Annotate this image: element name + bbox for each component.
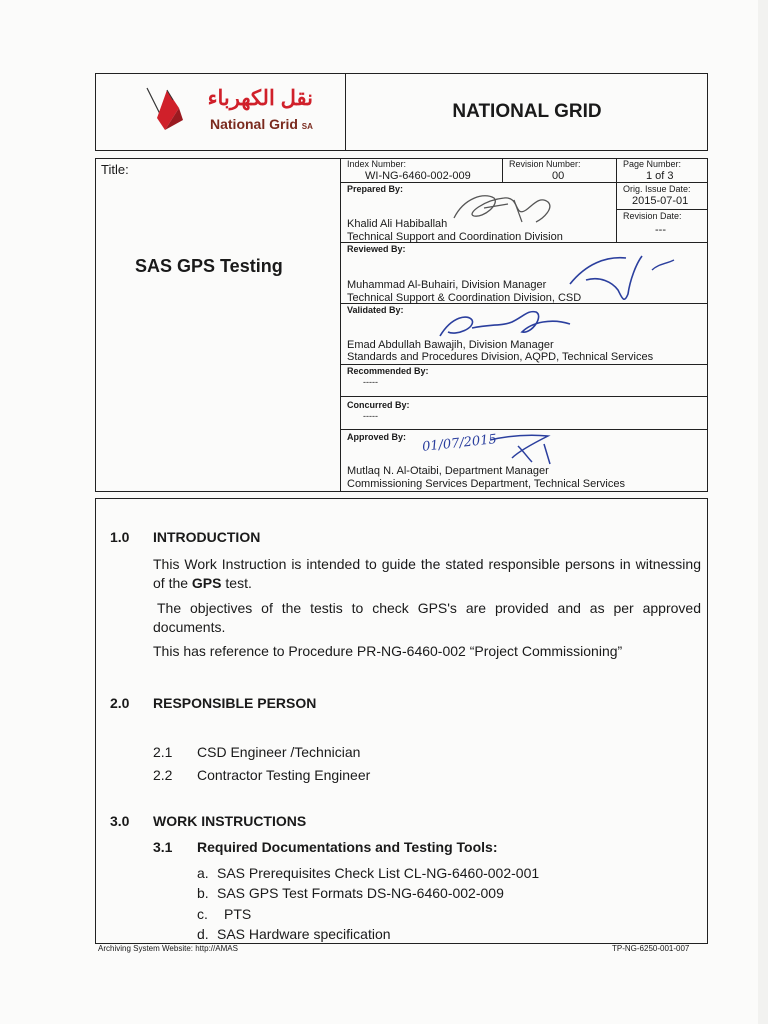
national-grid-logo-icon [143,86,193,138]
approved-by-label: Approved By: [347,432,407,442]
page-number-value: 1 of 3 [646,170,674,182]
approved-signature-icon [488,432,568,466]
revision-date-label: Revision Date: [623,211,682,221]
footer-form-number: TP-NG-6250-001-007 [612,944,690,953]
section-2-number: 2.0 [110,695,130,711]
list-item-text: PTS [224,906,252,922]
orig-issue-date-value: 2015-07-01 [632,195,689,207]
section-3-1-number: 3.1 [153,839,173,855]
approved-by-name: Mutlaq N. Al-Otaibi, Department Manager [347,465,549,477]
page-number-label: Page Number: [623,159,682,169]
list-item: b. [197,885,209,901]
revision-date-value: --- [655,224,666,236]
list-item-text: SAS Hardware specification [217,926,391,942]
logo-arabic-text: نقل الكهرباء [207,87,313,110]
revision-number-value: 00 [552,170,565,182]
list-item: d. [197,926,209,942]
prepared-signature-icon [444,188,564,228]
index-number-label: Index Number: [347,159,407,169]
list-item-text: CSD Engineer /Technician [197,744,361,760]
section-3-title: WORK INSTRUCTIONS [153,813,307,829]
concurred-by-value: ----- [363,411,378,421]
index-number-value: WI-NG-6460-002-009 [365,170,471,182]
concurred-by-label: Concurred By: [347,400,410,410]
revision-number-label: Revision Number: [509,159,581,169]
orig-issue-date-label: Orig. Issue Date: [623,184,691,194]
section-1-number: 1.0 [110,529,130,545]
intro-paragraph-3: This has reference to Procedure PR-NG-6460-002 “Project Commissioning” [153,643,623,659]
company-title: NATIONAL GRID [452,101,602,122]
section-3-number: 3.0 [110,813,130,829]
approved-by-dept: Commissioning Services Department, Technical Services [347,478,625,490]
validated-by-name: Emad Abdullah Bawajih, Division Manager [347,339,554,351]
reviewed-by-dept: Technical Support & Coordination Division, CSD [347,292,582,304]
intro-paragraph-2: The objectives of the testis to check GPS's are provided and as per approved documents. [153,600,701,635]
section-1-title: INTRODUCTION [153,529,261,545]
validated-signature-icon [432,306,582,346]
list-item-text: Contractor Testing Engineer [197,767,371,783]
list-item: a. [197,865,209,881]
prepared-by-label: Prepared By: [347,184,404,194]
recommended-by-label: Recommended By: [347,366,429,376]
list-item: 2.2 [153,767,173,783]
section-2-title: RESPONSIBLE PERSON [153,695,317,711]
intro-paragraph-1: This Work Instruction is intended to guide the stated responsible persons in witnessing of the GPS test. [153,556,701,591]
list-item-text: SAS Prerequisites Check List CL-NG-6460-002-001 [217,865,540,881]
validated-by-label: Validated By: [347,305,404,315]
list-item-text: SAS GPS Test Formats DS-NG-6460-002-009 [217,885,504,901]
document-title: SAS GPS Testing [135,256,283,276]
prepared-by-dept: Technical Support and Coordination Division [347,231,563,243]
logo-english-text: National Grid SA [210,116,313,132]
reviewed-by-label: Reviewed By: [347,244,406,254]
title-label: Title: [101,162,129,177]
section-3-1-title: Required Documentations and Testing Tools: [197,839,498,855]
list-item: c. [197,906,208,922]
reviewed-by-name: Muhammad Al-Buhairi, Division Manager [347,279,547,291]
logo-suffix: SA [301,122,313,131]
recommended-by-value: ----- [363,377,378,387]
validated-by-dept: Standards and Procedures Division, AQPD, Technical Services [347,351,654,363]
list-item: 2.1 [153,744,173,760]
footer-archive-website: Archiving System Website: http://AMAS [98,944,238,953]
approved-handwritten-date: 01/07/2015 [421,432,498,455]
prepared-by-name: Khalid Ali Habiballah [347,218,448,230]
reviewed-signature-icon [566,250,686,308]
